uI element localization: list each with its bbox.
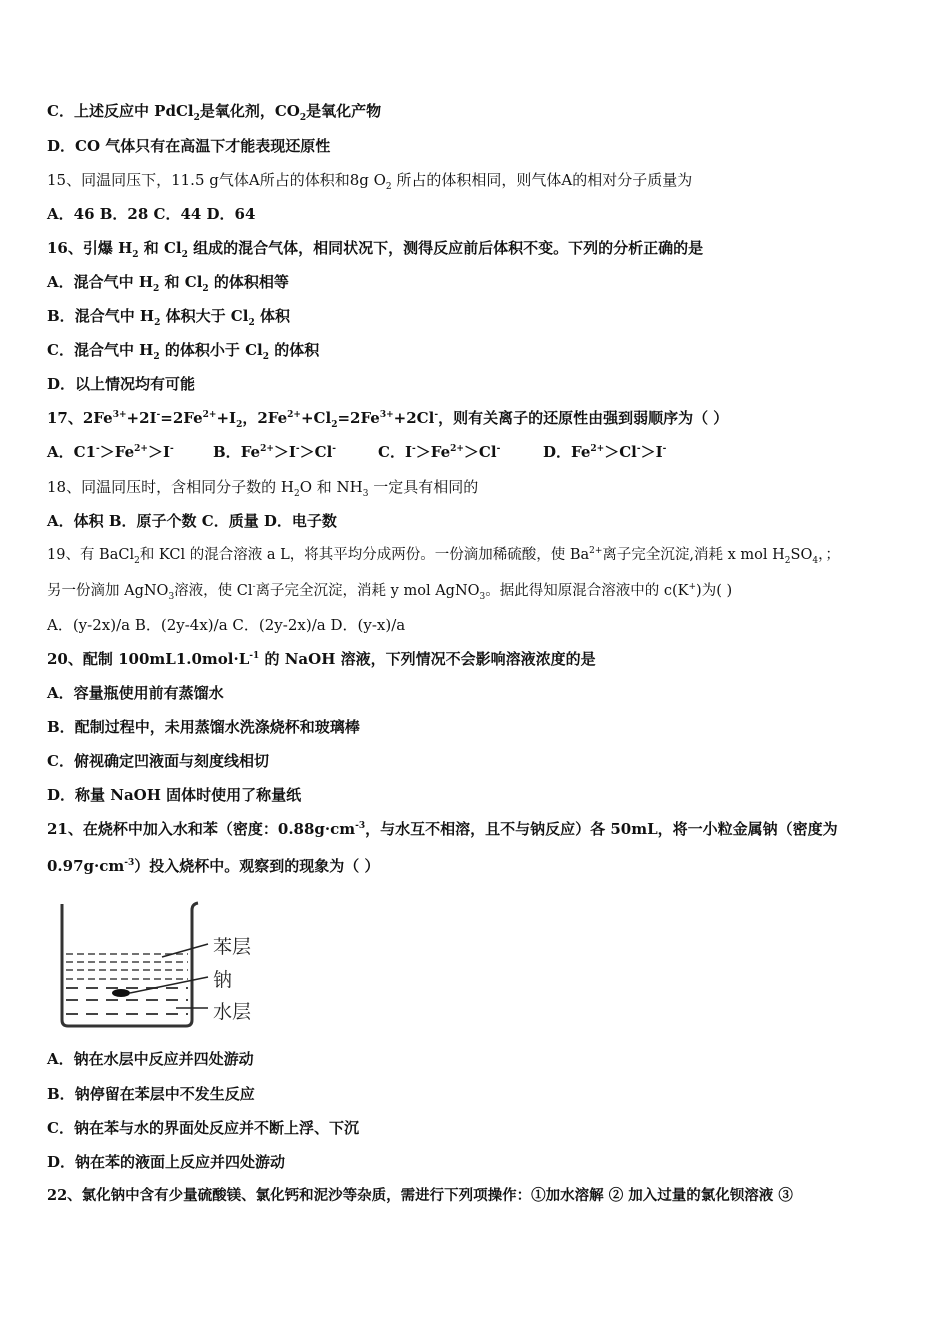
q16-option-d: D．以上情况均有可能 <box>47 375 196 393</box>
q20-option-a: A．容量瓶使用前有蒸馏水 <box>47 684 224 702</box>
sodium-piece <box>112 989 130 997</box>
q19-stem-line1: 19、有 BaCl$_2$和 KCl 的混合溶液 a L，将其平均分成两份。一份滴加稀硫酸，使 $Ba^{2+}$离子完全沉淀,消耗 x mol $H_2SO_4$，； <box>47 546 840 566</box>
q21-option-a: A．钠在水层中反应并四处游动 <box>47 1050 254 1068</box>
q17-option-b: B．$Fe^{2+}>I^->Cl^-$ <box>213 443 337 461</box>
benzene-layer-label: 苯层 <box>213 936 252 958</box>
q20-option-d: D．称量 NaOH 固体时使用了称量纸 <box>47 786 302 804</box>
q15-stem: 15、同温同压下，11.5 g气体A所占的体积和8g $O_2$ 所占的体积相同，则气体A的相对分子质量为 <box>47 171 693 192</box>
q16-stem: 16、引爆 $H_2$ 和 $Cl_2$ 组成的混合气体，相同状况下，测得反应前后体积不变。下列的分析正确的是 <box>47 239 704 260</box>
q20-stem: 20、配制 $100mL1.0mol\cdot L^{-1}$ 的 NaOH 溶液，下列情况不会影响溶液浓度的是 <box>47 650 596 668</box>
q18-stem: 18、同温同压时，含相同分子数的 $H_2O$ 和 $NH_3$ 一定具有相同的 <box>47 478 479 499</box>
q16-option-a: A．混合气中 $H_2$ 和 $Cl_2$ 的体积相等 <box>47 273 289 294</box>
q16-option-c: C．混合气中 $H_2$ 的体积小于 $Cl_2$ 的体积 <box>47 341 320 362</box>
q21-option-c: C．钠在苯与水的界面处反应并不断上浮、下沉 <box>47 1119 359 1137</box>
q21-option-d: D．钠在苯的液面上反应并四处游动 <box>47 1153 286 1171</box>
q17-option-a: A．$C1^->Fe^{2+}>I^-$ <box>47 443 174 461</box>
liquid-lines <box>66 954 188 1014</box>
q19-options: A．(y-2x)/a B．(2y-4x)/a C．(2y-2x)/a D．(y-x)/a <box>47 616 406 634</box>
q17-stem: 17、$2Fe^{3+}+2I^-=2Fe^{2+}+I_2$，$2Fe^{2+}+Cl_2=2Fe^{3+}+2Cl^-$，则有关离子的还原性由强到弱顺序为（ ） <box>47 409 729 430</box>
q14-option-c: C．上述反应中 PdCl$_2$是氧化剂，$CO_2$是氧化产物 <box>47 102 382 123</box>
q16-option-b: B．混合气中 $H_2$ 体积大于 $Cl_2$ 体积 <box>47 307 290 328</box>
q22-stem: 22、氯化钠中含有少量硫酸镁、氯化钙和泥沙等杂质，需进行下列项操作：①加水溶解 ② 加入过量的氯化钡溶液 ③ <box>47 1187 793 1204</box>
q19-stem-line2: 另一份滴加 AgNO$_3$溶液，使 Cl-离子完全沉淀，消耗 y mol AgNO$_3$。据此得知原混合溶液中的 c(K+)为( ) <box>47 582 733 602</box>
q14-option-d: D．CO 气体只有在高温下才能表现还原性 <box>47 137 331 155</box>
q20-option-b: B．配制过程中，未用蒸馏水洗涤烧杯和玻璃棒 <box>47 718 360 736</box>
q21-option-b: B．钠停留在苯层中不发生反应 <box>47 1085 255 1103</box>
benzene-leader <box>162 944 208 957</box>
water-layer-label: 水层 <box>213 1001 252 1023</box>
beaker-diagram <box>58 900 273 1030</box>
q18-options: A．体积 B．原子个数 C．质量 D．电子数 <box>47 512 337 530</box>
q17-option-c: C．$I^->Fe^{2+}>Cl^-$ <box>378 443 501 461</box>
q17-options <box>47 442 666 462</box>
q21-stem-line2: $0.97g\cdot cm^{-3}$）投入烧杯中。观察到的现象为（ ） <box>47 857 380 875</box>
q17-option-d: D．$Fe^{2+}>Cl^->I^-$ <box>543 443 667 461</box>
q15-options: A．46 B．28 C．44 D．64 <box>47 205 256 223</box>
q21-stem-line1: 21、在烧杯中加入水和苯（密度：$0.88g\cdot cm^{-3}$，与水互不相溶，且不与钠反应）各 50mL，将一小粒金属钠（密度为 <box>47 820 838 838</box>
sodium-label: 钠 <box>213 969 233 991</box>
q20-option-c: C．俯视确定凹液面与刻度线相切 <box>47 752 269 770</box>
